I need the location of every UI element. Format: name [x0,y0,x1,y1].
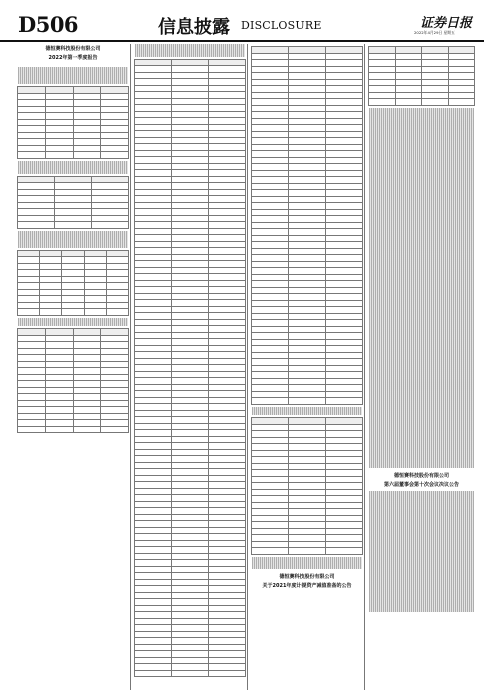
announcement-title: 2022年第一季度报告 [48,55,98,61]
announcement-company: 德恒赛科技股份有限公司 [45,46,101,52]
notes-table [251,417,363,555]
paper-logo: 证券日报 [420,16,473,31]
column-2 [133,44,248,690]
column-4 [367,44,476,690]
paper-date: 2022年4月29日 星期五 [414,30,455,35]
cash-flow-table [251,46,363,405]
balance-sheet-table [134,59,246,678]
announcement-company: 德恒赛科技股份有限公司 [393,473,449,480]
page-number: D506 [18,12,79,37]
section-title-cn: 信息披露 [158,17,230,38]
shareholder-table [17,250,129,316]
announcement-title: 第六届董事会第十次会议决议公告 [383,482,459,489]
column-3 [250,44,365,690]
announcement-company: 德恒赛科技股份有限公司 [279,574,335,581]
financial-table [17,86,129,159]
content-area [16,44,476,694]
section-title-en: DISCLOSURE [241,19,322,32]
text-block [18,80,128,84]
announcement-title: 关于2021年度计提资产减值准备的公告 [262,583,352,590]
financial-table [17,328,129,433]
financial-table [17,176,129,229]
statement-table [368,46,475,106]
masthead [0,0,484,42]
column-1 [16,44,131,690]
